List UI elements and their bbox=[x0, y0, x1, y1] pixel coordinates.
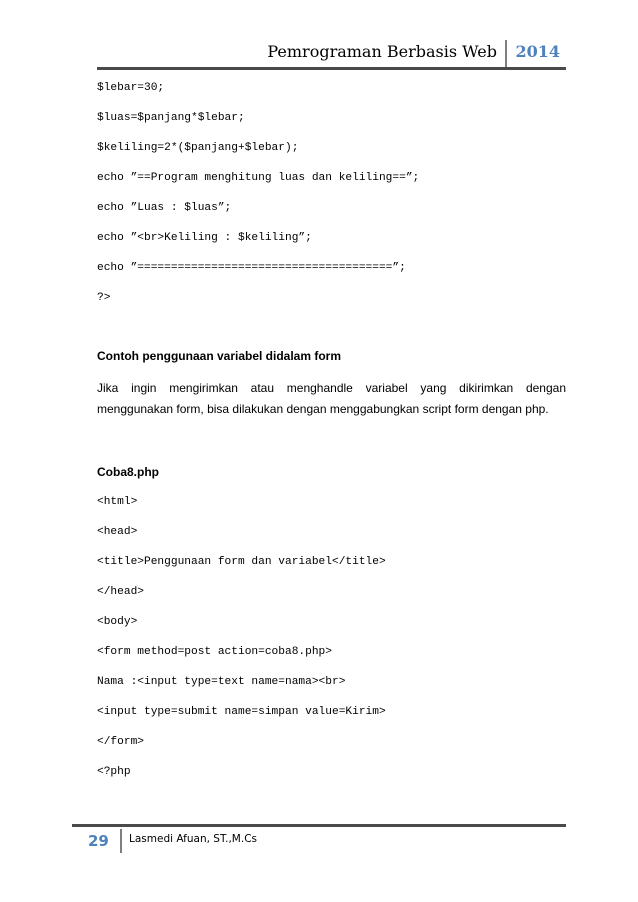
code-line: echo ”Luas : $luas”; bbox=[97, 202, 232, 214]
header-divider bbox=[505, 40, 507, 70]
code-line: </form> bbox=[97, 736, 144, 748]
code-line: echo ”==Program menghitung luas dan keliling==”; bbox=[97, 172, 420, 184]
code-line: echo ”======================================”; bbox=[97, 262, 406, 274]
code-line: <?php bbox=[97, 766, 131, 778]
code-line: <title>Penggunaan form dan variabel</title> bbox=[97, 556, 386, 568]
file-label: Coba8.php bbox=[97, 465, 159, 479]
paragraph-line: Jika ingin mengirimkan atau menghandle variabel yang dikirimkan dengan bbox=[97, 381, 566, 395]
footer-rule bbox=[72, 824, 566, 827]
header-title: Pemrograman Berbasis Web bbox=[267, 42, 497, 61]
section-heading: Contoh penggunaan variabel didalam form bbox=[97, 349, 342, 363]
code-line: $luas=$panjang*$lebar; bbox=[97, 112, 245, 124]
page-content bbox=[97, 80, 566, 794]
code-line: echo ”<br>Keliling : $keliling”; bbox=[97, 232, 312, 244]
code-line: $lebar=30; bbox=[97, 82, 165, 94]
code-line: <input type=submit name=simpan value=Kirim> bbox=[97, 706, 386, 718]
paragraph-line: menggunakan form, bisa dilakukan dengan menggabungkan script form dengan php. bbox=[97, 402, 549, 416]
header-rule bbox=[97, 67, 566, 70]
code-line: <head> bbox=[97, 526, 138, 538]
page-header bbox=[97, 40, 566, 70]
section-paragraph bbox=[97, 378, 566, 420]
page-number: 29 bbox=[88, 832, 109, 850]
code-block-1 bbox=[97, 80, 566, 306]
code-line: <form method=post action=coba8.php> bbox=[97, 646, 332, 658]
code-line: <body> bbox=[97, 616, 138, 628]
code-line: <html> bbox=[97, 496, 138, 508]
code-line: </head> bbox=[97, 586, 144, 598]
footer-author: Lasmedi Afuan, ST.,M.Cs bbox=[129, 833, 257, 845]
code-line: $keliling=2*($panjang+$lebar); bbox=[97, 142, 299, 154]
code-line: ?> bbox=[97, 292, 111, 304]
code-block-2 bbox=[97, 494, 566, 780]
header-year: 2014 bbox=[515, 42, 560, 61]
code-line: Nama :<input type=text name=nama><br> bbox=[97, 676, 346, 688]
page-footer bbox=[72, 824, 566, 854]
footer-divider bbox=[120, 829, 122, 853]
